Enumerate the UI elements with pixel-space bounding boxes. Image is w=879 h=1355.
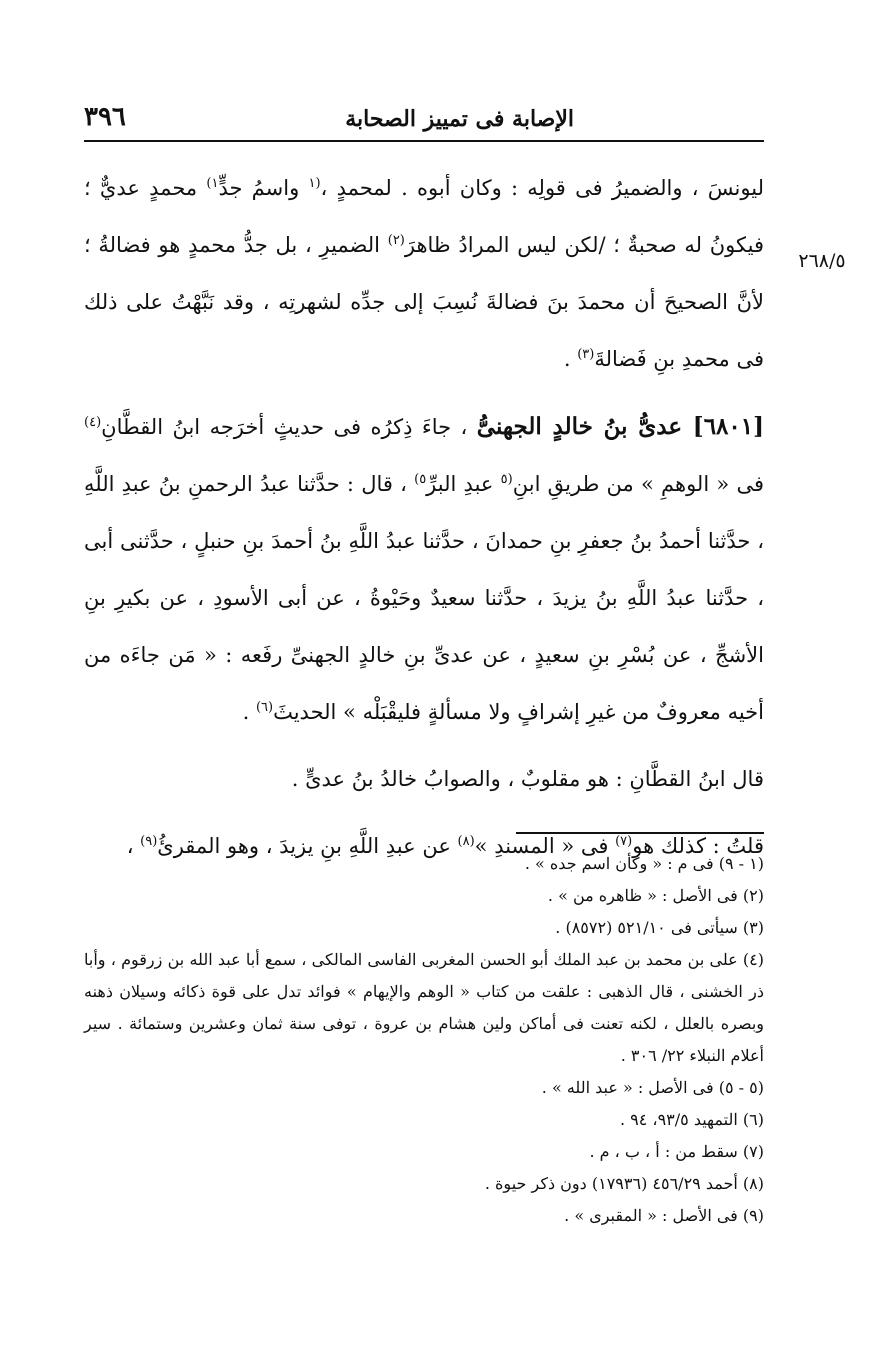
text-run: قلتُ : كذلك هو: [632, 834, 764, 858]
footnote-marker: (٨): [457, 834, 475, 849]
paragraph-3: قال ابنُ القطَّانِ : هو مقلوبٌ ، والصوابُ خالدُ بنُ عدىٍّ .: [291, 767, 764, 791]
text-run: ، جاءَ ذِكرُه فى حديثٍ أخرَجه ابنُ القطَّانِ: [101, 415, 477, 439]
footnote: (٧) سقط من : أ ، ب ، م .: [589, 1142, 764, 1161]
footnote: (١ - ٩) فى م : « وكأن اسم جده » .: [524, 854, 764, 873]
footnote: (٢) فى الأصل : « ظاهره من » .: [547, 886, 764, 905]
footnote: (٨) أحمد ٤٥٦/٢٩ (١٧٩٣٦) دون ذكر حيوة .: [484, 1174, 764, 1193]
entry-heading: [٦٨٠١] عدىُّ بنُ خالدٍ الجهنىُّ: [476, 413, 764, 440]
header-rule: [84, 140, 764, 142]
text-run: الضميرِ ، بل جدُّ محمدٍ هو فضالةُ ؛ لأنَّ الصحيحَ أن محمدَ بنَ فضالةَ نُسِبَ إلى جدِّه لشهرتِه ، وقد نَبَّهْتُ على ذلك فى محمدِ بنِ فَضالةَ: [84, 233, 764, 371]
footnote-marker: (١: [308, 176, 321, 191]
page-number: ٣٩٦: [84, 102, 126, 132]
footnote-marker: (٥: [500, 472, 513, 487]
footnote-marker: (٤): [84, 415, 102, 430]
footnote-rule: [516, 832, 764, 834]
text-run: فى « الوهمِ » من طريقِ ابنِ: [512, 472, 764, 496]
footnote-marker: ٥): [414, 472, 427, 487]
footnote: (٤) على بن محمد بن عبد الملك أبو الحسن المغربى الفاسى المالكى ، سمع أبا عبد الله بن زرقوم ، وأبا ذر الخشنى ، قال الذهبى : علقت من كتاب « الوهم والإيهام » فوائد تدل على قوة ذكائه وسيلان ذهنه وبصره بالعلل ، لكنه تعنت فى أماكن ولين هشام بن عروة ، توفى سنة ثمان وعشرين وستمائة . سير أعلام النبلاء ٢٢/ ٣٠٦ .: [84, 950, 764, 1065]
footnote-marker: (٩): [140, 834, 158, 849]
footnote-marker: (٦): [255, 700, 274, 715]
footnote: (٦) التمهيد ٩٣/٥، ٩٤ .: [619, 1110, 764, 1129]
text-run: ليونسَ ، والضميرُ فى قولِه : وكان أبوه . لمحمدٍ ،: [320, 176, 764, 200]
main-text: [84, 160, 764, 875]
text-run: محمدٍ عديٌّ ؛ فيكونُ له صحبةٌ ؛ /لكن ليس المرادُ ظاهرَ: [84, 176, 765, 257]
text-run: ، قال : حدَّثنا عبدُ الرحمنِ بنُ عبدِ اللَّهِ ، حدَّثنا أحمدُ بنُ جعفرِ بنِ حمدانَ ، حدَّثنا عبدُ اللَّهِ بنُ أحمدَ بنِ حنبلٍ ، حدَّثنى أبى ، حدَّثنا عبدُ اللَّهِ بنُ يزيدَ ، حدَّثنا سعيدٌ وحَيْوةُ ، عن أبى الأسودِ ، عن بكيرِ بنِ الأشجِّ ، عن بُسْرِ بنِ سعيدٍ ، عن عدىِّ بنِ خالدٍ الجهنىِّ رفَعه : « مَن جاءَه من أخيه معروفٌ من غيرِ إشرافٍ ولا مسألةٍ فليقْبَلْه » الحديثَ: [84, 472, 764, 724]
page-header: [84, 92, 764, 132]
footnotes: [84, 848, 764, 1232]
text-run: ،: [126, 834, 141, 858]
margin-reference: ٢٦٨/٥: [798, 250, 846, 272]
footnote: (٩) فى الأصل : « المقبرى » .: [564, 1206, 764, 1225]
text-run: فى « المسندِ »: [474, 834, 616, 858]
running-title: الإصابة فى تمييز الصحابة: [345, 106, 574, 132]
footnote-marker: (٢): [387, 233, 405, 248]
text-run: عن عبدِ اللَّهِ بنِ يزيدَ ، وهو المقرئُ: [157, 834, 458, 858]
footnote-marker: (٧): [615, 834, 633, 849]
paragraph-1: [84, 160, 764, 388]
text-run: واسمُ جدٍّ: [218, 176, 309, 200]
text-run: عبدِ البرِّ: [426, 472, 501, 496]
text-run: .: [242, 700, 256, 724]
footnote: (٥ - ٥) فى الأصل : « عبد الله » .: [541, 1078, 764, 1097]
footnote: (٣) سيأتى فى ٥٢١/١٠ (٨٥٧٢) .: [555, 918, 764, 937]
footnote-marker: ١): [206, 176, 219, 191]
text-run: .: [563, 347, 578, 371]
footnote-marker: (٣): [577, 347, 595, 362]
paragraph-2: [84, 398, 764, 741]
